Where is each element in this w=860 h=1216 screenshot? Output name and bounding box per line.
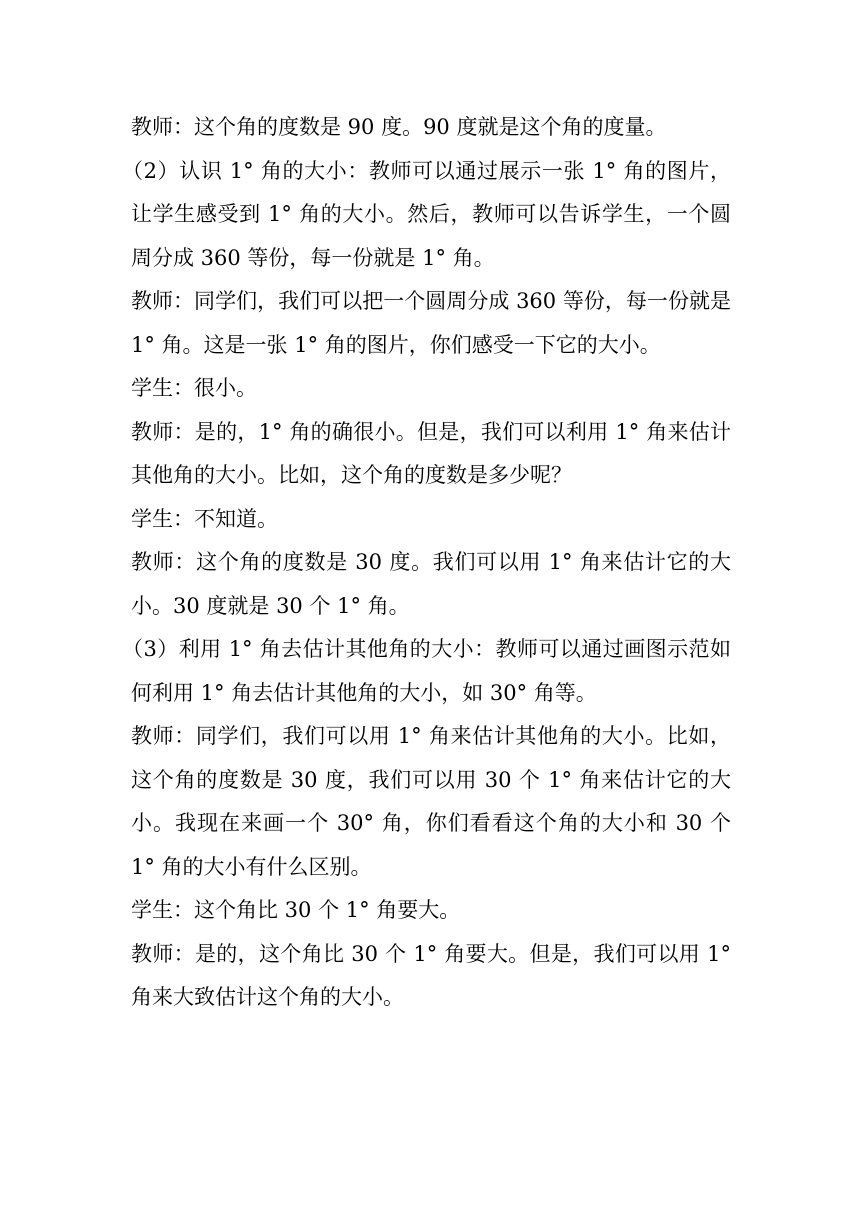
paragraph-student-very-small: 学生：很小。 bbox=[131, 376, 257, 400]
paragraph-teacher-estimate-question: 教师：是的，1° 角的确很小。但是，我们可以利用 1° 角来估计其他角的大小。比如，这个角的度数是多少呢？ bbox=[131, 419, 731, 487]
paragraph-teacher-360-parts: 教师：同学们，我们可以把一个圆周分成 360 等份，每一份就是 1° 角。这是一张 1° 角的图片，你们感受一下它的大小。 bbox=[131, 289, 731, 357]
document-body bbox=[122, 106, 731, 1020]
paragraph-student-dont-know: 学生：不知道。 bbox=[131, 506, 278, 531]
paragraph-step-2-one-degree: （2）认识 1° 角的大小：教师可以通过展示一张 1° 角的图片，让学生感受到 1° 角的大小。然后，教师可以告诉学生，一个圆周分成 360 等份，每一份就是 1° 角。 bbox=[122, 158, 731, 270]
paragraph-teacher-90-degrees: 教师：这个角的度数是 90 度。90 度就是这个角的度量。 bbox=[131, 115, 667, 139]
paragraph-teacher-rough-estimate: 教师：是的，这个角比 30 个 1° 角要大。但是，我们可以用 1° 角来大致估计这个角的大小。 bbox=[131, 941, 731, 1009]
paragraph-teacher-draw-30-degree: 教师：同学们，我们可以用 1° 角来估计其他角的大小。比如，这个角的度数是 30 度，我们可以用 30 个 1° 角来估计它的大小。我现在来画一个 30° 角，你们看看这个角的大小和 30 个 1° 角的大小有什么区别。 bbox=[131, 724, 731, 879]
paragraph-step-3-estimate: （3）利用 1° 角去估计其他角的大小：教师可以通过画图示范如何利用 1° 角去估计其他角的大小，如 30° 角等。 bbox=[122, 637, 731, 705]
paragraph-student-bigger: 学生：这个角比 30 个 1° 角要大。 bbox=[131, 898, 461, 922]
paragraph-teacher-30-degrees: 教师：这个角的度数是 30 度。我们可以用 1° 角来估计它的大小。30 度就是 30 个 1° 角。 bbox=[131, 550, 731, 618]
